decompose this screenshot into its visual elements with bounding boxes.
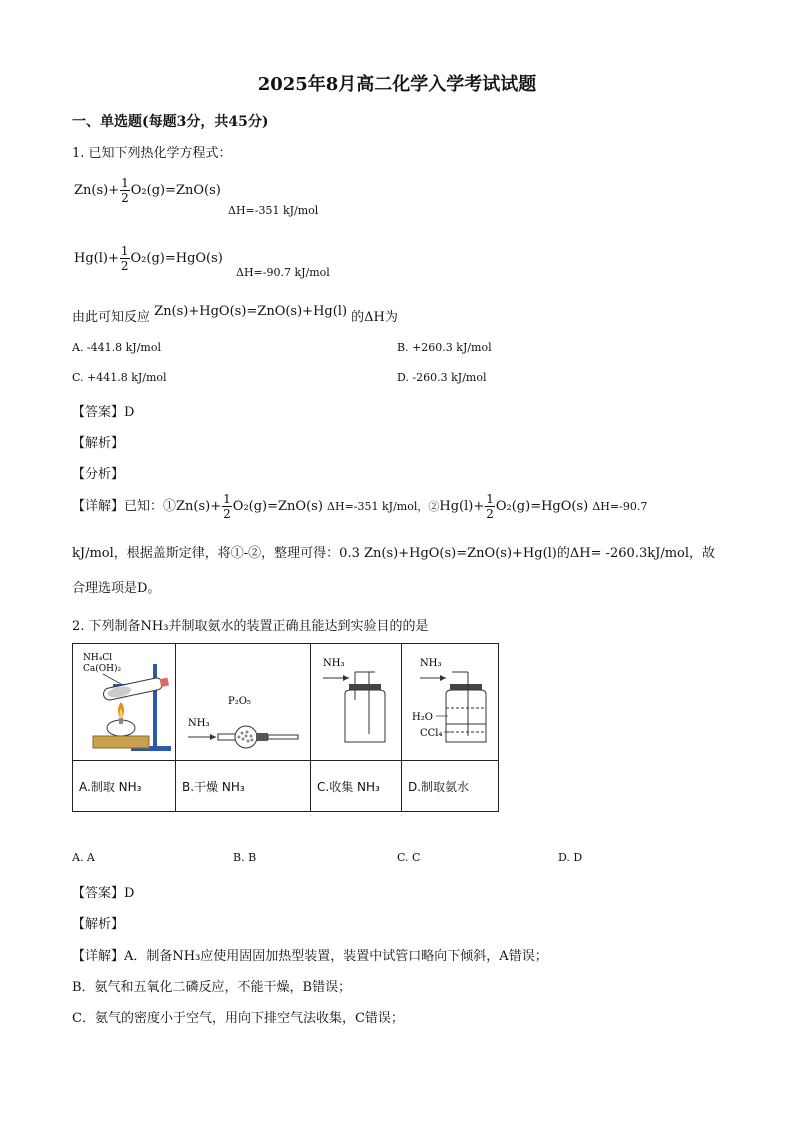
q1-detail-line2: kJ/mol，根据盖斯定律，将①-②，整理可得：0.3 Zn(s)+HgO(s)=ZnO(s)+Hg(l)的ΔH= -260.3kJ/mol，故 (72, 546, 716, 561)
apparatus-b-label: B.干燥 NH₃ (176, 761, 311, 812)
eq1-enthalpy: ΔH=-351 kJ/mol (228, 204, 319, 217)
apparatus-table (72, 643, 499, 812)
q2-detail-c: C．氨气的密度小于空气，用向下排空气法收集，C错误； (72, 1011, 404, 1026)
eq2-fraction: $\frac{1}{2}$ (120, 244, 129, 273)
q2-option-d: D. D (558, 851, 583, 864)
q2-option-b: B. B (233, 851, 257, 864)
q1-analysis-label: 【解析】 (72, 436, 125, 451)
svg-text:NH₃: NH₃ (420, 658, 442, 669)
apparatus-b-figure (176, 644, 311, 761)
apparatus-d-figure (402, 644, 499, 761)
absorption-bottle-icon (402, 644, 498, 756)
q1-option-a: A. -441.8 kJ/mol (72, 341, 161, 354)
apparatus-c-label: C.收集 NH₃ (311, 761, 402, 812)
eq2-right: O₂(g)=HgO(s) (130, 251, 223, 266)
gas-bottle-icon (311, 644, 401, 756)
eq1-left: Zn(s)+ (74, 183, 120, 198)
q1-detail-line3: 合理选项是D。 (72, 581, 161, 596)
svg-text:NH₄Cl: NH₄Cl (83, 653, 113, 663)
q1-equation-1 (74, 176, 221, 205)
q1-option-b: B. +260.3 kJ/mol (397, 341, 492, 354)
drying-tube-icon (176, 644, 310, 756)
q2-detail-b: B．氨气和五氧化二磷反应，不能干燥，B错误； (72, 980, 352, 995)
q2-detail-a: 【详解】A．制备NH₃应使用固固加热型装置，装置中试管口略向下倾斜，A错误； (72, 949, 548, 964)
svg-text:CCl₄: CCl₄ (420, 728, 443, 739)
q1-detail-line1: 【详解】已知：①Zn(s)+ $\frac{1}{2}$ O₂(g)=ZnO(s) ΔH=-351 kJ/mol，②Hg(l)+ $\frac{1}{2}$ O₂(g)=HgO(s) ΔH=-90.7 (72, 492, 648, 521)
eq1-fraction: $\frac{1}{2}$ (121, 176, 129, 205)
svg-text:NH₃: NH₃ (188, 718, 210, 729)
q2-analysis-label: 【解析】 (72, 917, 125, 932)
page-title: 2025年8月高二化学入学考试试题 (257, 74, 537, 95)
section-heading: 一、单选题(每题3分，共45分) (72, 114, 269, 130)
svg-text:NH₃: NH₃ (323, 658, 345, 669)
q1-stem: 1. 已知下列热化学方程式： (72, 146, 232, 161)
q1-analysis-sub: 【分析】 (72, 467, 125, 482)
apparatus-d-label: D.制取氨水 (402, 761, 499, 812)
q2-option-c: C. C (397, 851, 421, 864)
eq2-enthalpy: ΔH=-90.7 kJ/mol (236, 266, 330, 279)
heating-apparatus-icon (73, 644, 175, 756)
apparatus-a-label: A.制取 NH₃ (73, 761, 176, 812)
apparatus-c-figure (311, 644, 402, 761)
q2-stem: 2. 下列制备NH₃并制取氨水的装置正确且能达到实验目的的是 (72, 619, 429, 634)
svg-text:H₂O: H₂O (412, 712, 433, 723)
q2-option-a: A. A (72, 851, 95, 864)
eq1-right: O₂(g)=ZnO(s) (130, 183, 221, 198)
q1-answer: 【答案】D (72, 405, 135, 420)
svg-text:P₂O₅: P₂O₅ (228, 696, 251, 707)
eq2-left: Hg(l)+ (74, 251, 119, 266)
svg-text:Ca(OH)₂: Ca(OH)₂ (83, 664, 122, 674)
q1-target-reaction: Zn(s)+HgO(s)=ZnO(s)+Hg(l) (154, 304, 348, 319)
q1-option-c: C. +441.8 kJ/mol (72, 371, 167, 384)
q2-answer: 【答案】D (72, 886, 135, 901)
q1-equation-2 (74, 244, 223, 273)
q1-option-d: D. -260.3 kJ/mol (397, 371, 487, 384)
apparatus-a-figure (73, 644, 176, 761)
q1-question: 由此可知反应 Zn(s)+HgO(s)=ZnO(s)+Hg(l) 的ΔH为 (72, 304, 398, 325)
